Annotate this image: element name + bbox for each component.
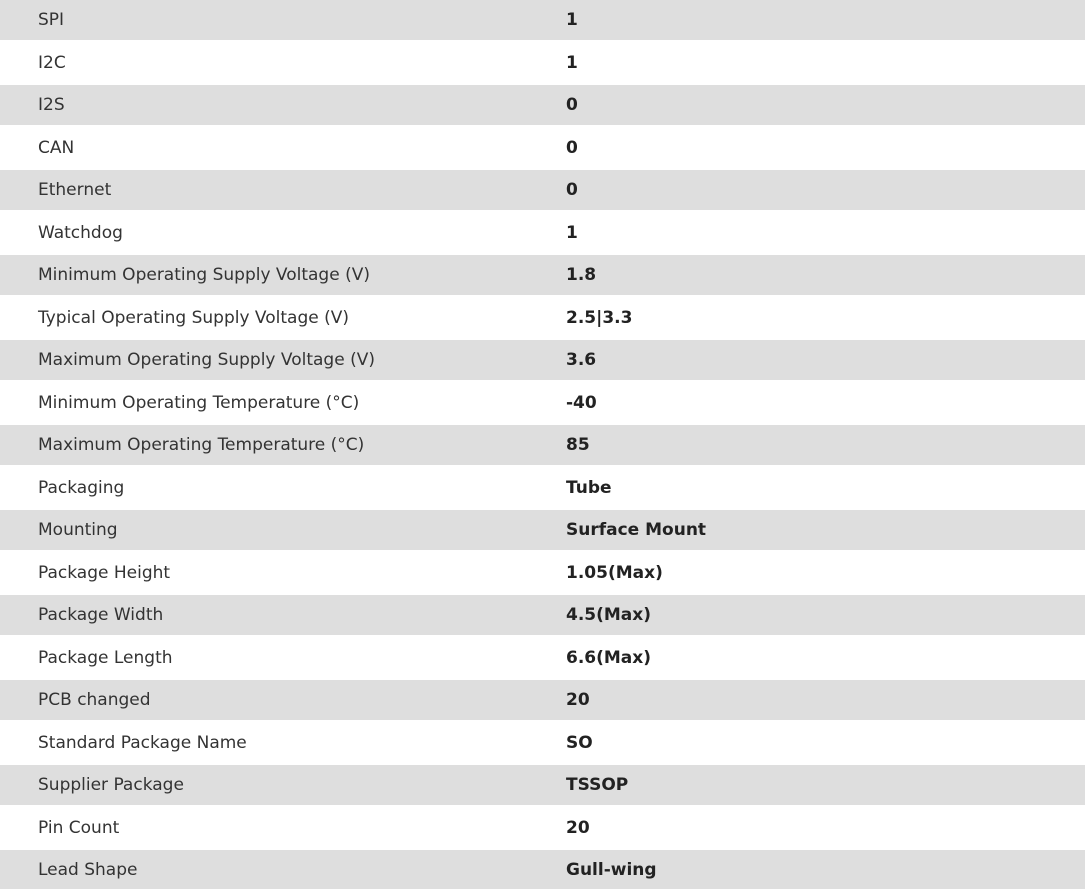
spec-value: Surface Mount (566, 520, 707, 540)
spec-row-i2c (0, 40, 1085, 85)
spec-value: 1 (566, 52, 578, 73)
spec-row-max-temperature (0, 425, 1085, 465)
spec-row-pcb-changed (0, 680, 1085, 720)
spec-label: I2S (38, 95, 65, 115)
spec-label: Standard Package Name (38, 732, 247, 753)
spec-value: Gull-wing (566, 859, 657, 880)
spec-row-spi (0, 0, 1085, 40)
spec-row-package-width (0, 595, 1085, 635)
spec-label: Supplier Package (38, 775, 184, 795)
spec-row-max-supply-voltage (0, 340, 1085, 380)
spec-value: 1.05(Max) (566, 562, 663, 583)
spec-row-typ-supply-voltage (0, 295, 1085, 340)
spec-value: 20 (566, 690, 590, 710)
spec-row-i2s (0, 85, 1085, 125)
spec-value: 20 (566, 817, 590, 838)
spec-row-min-supply-voltage (0, 255, 1085, 295)
spec-row-standard-package-name (0, 720, 1085, 765)
spec-label: Mounting (38, 520, 118, 540)
spec-value: 0 (566, 180, 578, 200)
spec-value: 0 (566, 95, 578, 115)
spec-label: I2C (38, 52, 66, 73)
spec-row-package-height (0, 550, 1085, 595)
spec-label: PCB changed (38, 690, 151, 710)
spec-value: 6.6(Max) (566, 647, 652, 668)
spec-label: Package Length (38, 647, 173, 668)
spec-value: 2.5|3.3 (566, 307, 633, 328)
spec-label: SPI (38, 10, 65, 30)
spec-value: SO (566, 732, 593, 753)
spec-row-can (0, 125, 1085, 170)
spec-value: 0 (566, 137, 578, 158)
spec-label: Maximum Operating Supply Voltage (V) (38, 350, 375, 370)
spec-row-pin-count (0, 805, 1085, 850)
spec-label: Pin Count (38, 817, 120, 838)
spec-row-package-length (0, 635, 1085, 680)
spec-row-packaging (0, 465, 1085, 510)
spec-value: -40 (566, 392, 597, 413)
spec-label: Package Height (38, 562, 171, 583)
spec-label: Ethernet (38, 180, 112, 200)
spec-value: 1.8 (566, 265, 597, 285)
spec-label: Package Width (38, 605, 164, 625)
spec-row-lead-shape (0, 850, 1085, 889)
spec-label: Watchdog (38, 222, 123, 243)
spec-value: 3.6 (566, 350, 597, 370)
spec-row-supplier-package (0, 765, 1085, 805)
spec-value: TSSOP (566, 775, 629, 795)
spec-row-watchdog (0, 210, 1085, 255)
spec-label: Minimum Operating Temperature (°C) (38, 392, 360, 413)
spec-value: 1 (566, 10, 578, 30)
spec-value: 85 (566, 435, 590, 455)
spec-row-ethernet (0, 170, 1085, 210)
spec-label: Maximum Operating Temperature (°C) (38, 435, 365, 455)
spec-label: Minimum Operating Supply Voltage (V) (38, 265, 370, 285)
spec-label: Typical Operating Supply Voltage (V) (38, 307, 349, 328)
spec-row-min-temperature (0, 380, 1085, 425)
spec-row-mounting (0, 510, 1085, 550)
spec-value: 4.5(Max) (566, 605, 652, 625)
spec-label: Lead Shape (38, 859, 138, 880)
spec-label: CAN (38, 137, 75, 158)
spec-value: Tube (566, 477, 612, 498)
spec-value: 1 (566, 222, 578, 243)
spec-label: Packaging (38, 477, 125, 498)
